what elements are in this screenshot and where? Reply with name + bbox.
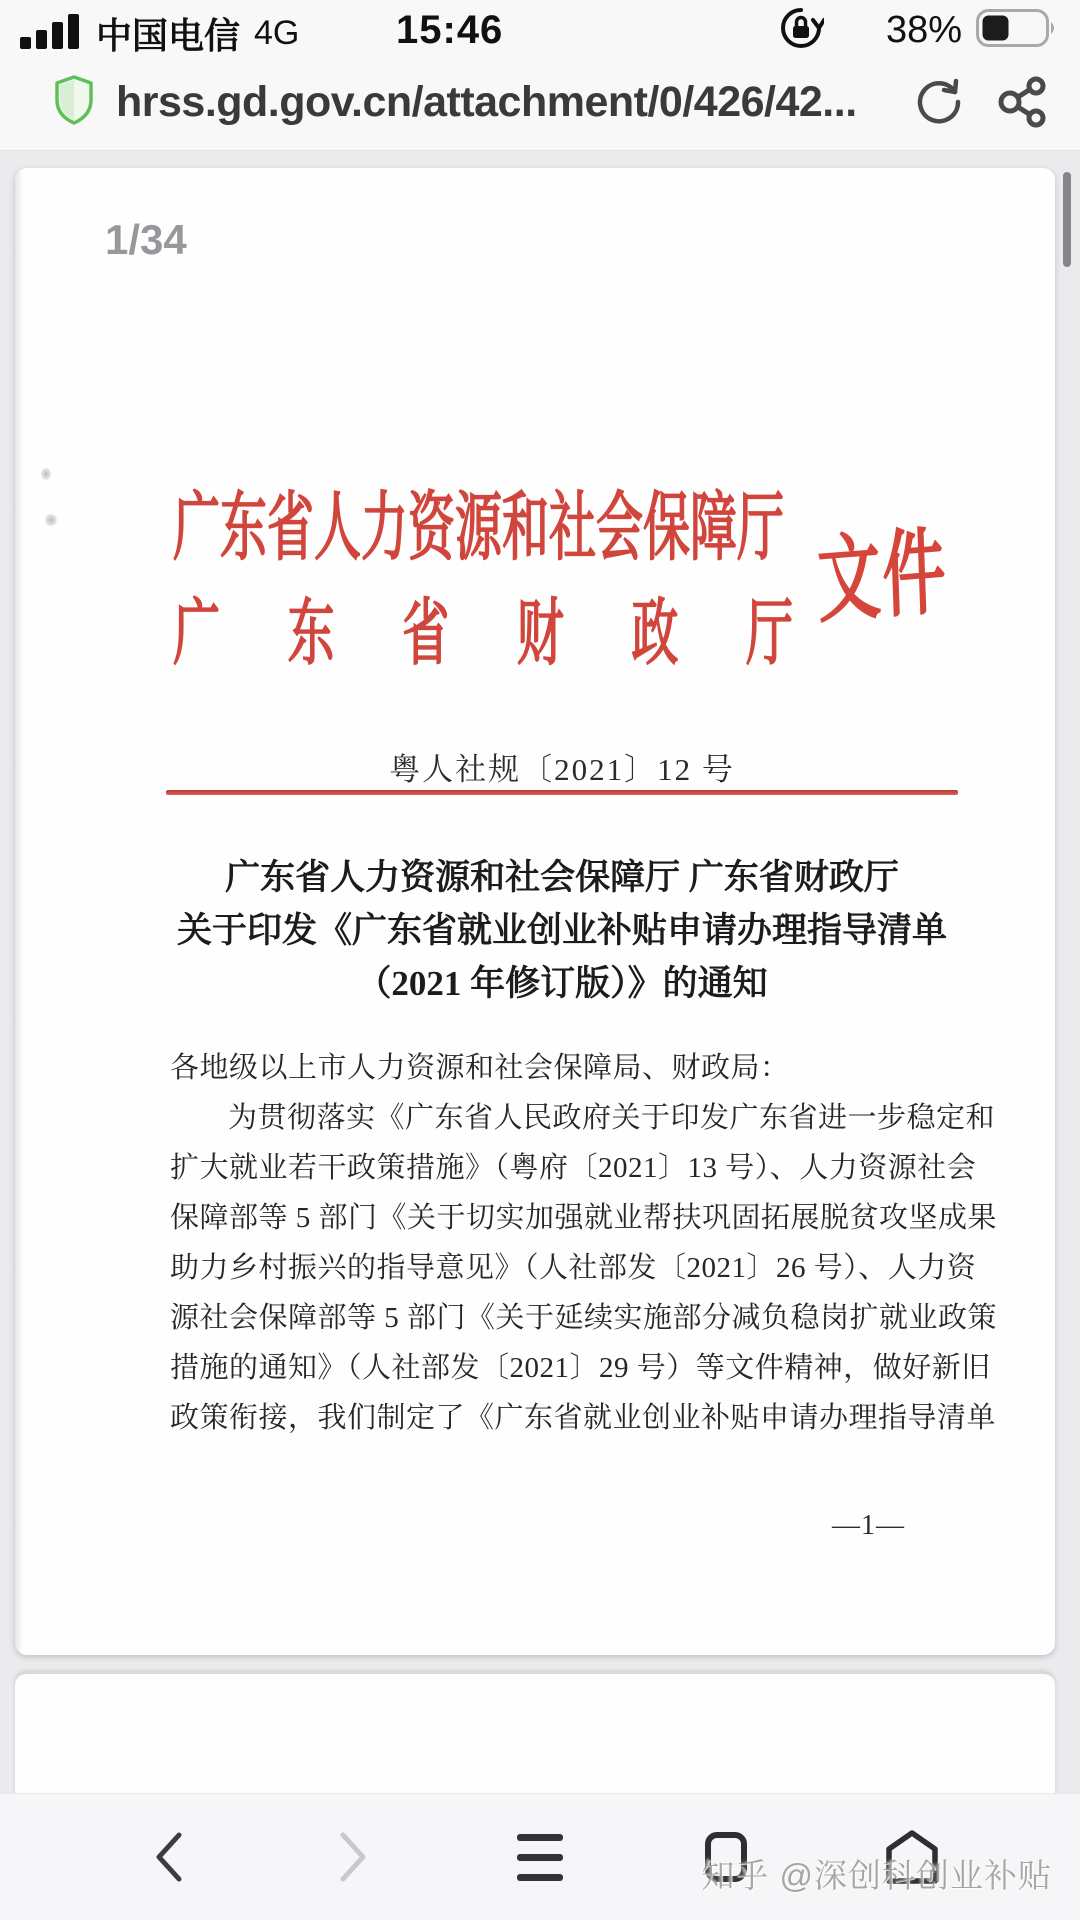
scrollbar-thumb[interactable] — [1063, 172, 1071, 267]
back-button[interactable] — [128, 1817, 208, 1897]
carrier-label: 中国电信 — [96, 15, 241, 56]
red-letterhead-line2: 广 东 省 财 政 厅 — [173, 594, 793, 676]
red-divider-line — [166, 790, 958, 795]
pdf-page-1[interactable] — [15, 168, 1055, 1655]
page-indicator: 1/34 — [105, 216, 187, 263]
body-line: 政策衔接，我们制定了《广东省就业创业补贴申请办理指导清单 — [170, 1402, 997, 1434]
url-text[interactable]: hrss.gd.gov.cn/attachment/0/426/42... — [116, 77, 857, 126]
pdf-page-2-preview[interactable] — [15, 1672, 1055, 1799]
body-line: 源社会保障部等 5 部门《关于延续实施部分减负稳岗扩就业政策 — [170, 1302, 998, 1334]
page-edge-shadow — [15, 168, 23, 1655]
share-icon[interactable] — [990, 71, 1052, 133]
shield-icon — [52, 74, 96, 131]
document-number: 粤人社规〔2021〕12 号 — [389, 752, 735, 787]
body-line: 为贯彻落实《广东省人民政府关于印发广东省进一步稳定和 — [228, 1102, 996, 1134]
network-type-label: 4G — [254, 14, 300, 52]
title-line-1: 广东省人力资源和社会保障厅 广东省财政厅 — [225, 858, 899, 897]
battery-percent-label: 38% — [885, 9, 962, 51]
page-number-footer: —1— — [832, 1510, 905, 1541]
reload-button[interactable] — [908, 71, 970, 133]
scan-artifact — [45, 514, 57, 526]
watermark-label: 知乎 @深创科创业补贴 — [701, 1857, 1052, 1894]
menu-button[interactable] — [500, 1817, 580, 1897]
battery-icon — [976, 8, 1058, 53]
pdf-viewer[interactable] — [0, 151, 1080, 1793]
document-body — [170, 1043, 998, 1443]
red-letterhead-suffix: 文件 — [815, 519, 950, 635]
body-line: 助力乡村振兴的指导意见》（人社部发〔2021〕26 号）、人力资 — [170, 1252, 977, 1284]
salutation-line: 各地级以上市人力资源和社会保障局、财政局： — [170, 1052, 790, 1084]
document-title — [140, 851, 984, 1010]
forward-button[interactable] — [314, 1817, 394, 1897]
body-line: 措施的通知》（人社部发〔2021〕29 号）等文件精神，做好新旧 — [170, 1352, 991, 1384]
rotation-lock-icon — [778, 6, 824, 55]
status-bar — [0, 0, 1080, 56]
signal-strength-icon — [20, 11, 82, 56]
red-letterhead-line1: 广东省人力资源和社会保障厅 — [173, 487, 784, 571]
body-line: 扩大就业若干政策措施》（粤府〔2021〕13 号）、人力资源社会 — [170, 1152, 977, 1184]
browser-top-chrome — [0, 0, 1080, 151]
title-line-2: 关于印发《广东省就业创业补贴申请办理指导清单 — [176, 911, 947, 950]
title-line-3: （2021 年修订版）》的通知 — [356, 964, 768, 1003]
menu-icon — [517, 1834, 563, 1881]
clock-label: 15:46 — [396, 8, 504, 52]
address-bar[interactable] — [0, 56, 1080, 148]
scan-artifact — [41, 468, 51, 480]
body-line: 保障部等 5 部门《关于切实加强就业帮扶巩固拓展脱贫攻坚成果 — [170, 1202, 998, 1234]
